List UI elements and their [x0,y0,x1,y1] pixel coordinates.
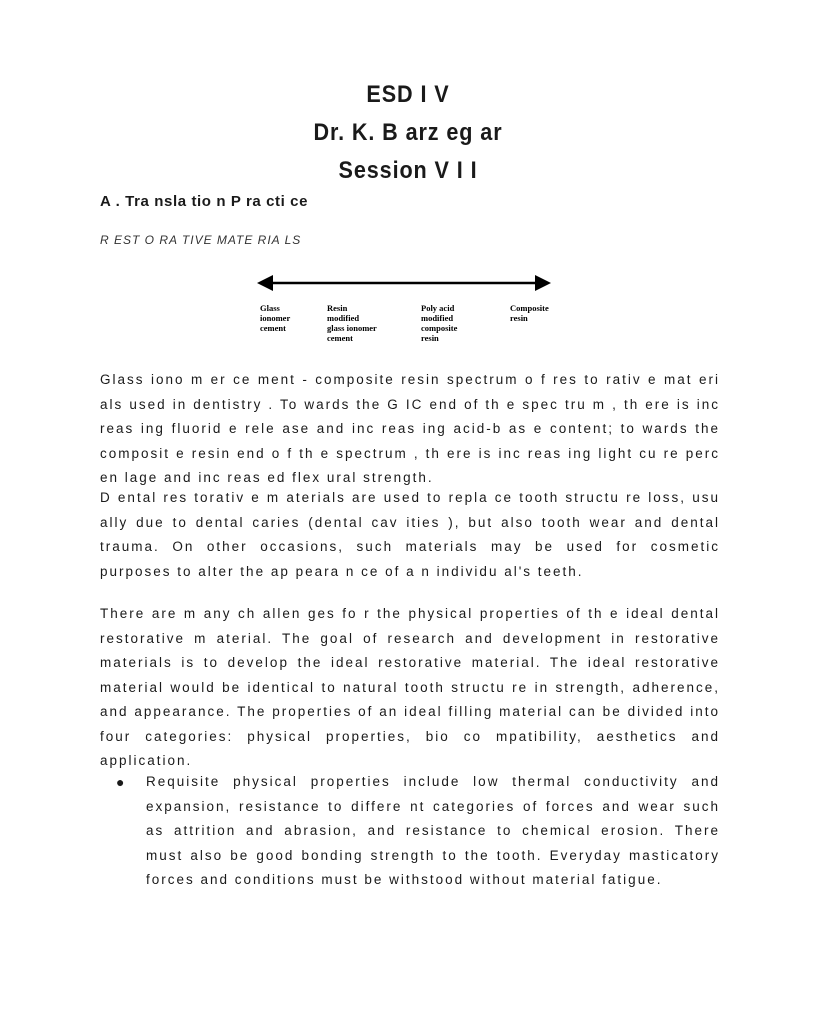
spectrum-arrow-left-head [257,275,273,291]
paragraph-2: D ental res torativ e m aterials are used to repla ce tooth structu re loss, usu ally due to dental caries (dental cav ities ), but also tooth wear and dental trauma. On other occasions, such materials may be used for cosmetic purposes to alter the ap peara n ce of a n individu al's teeth. [100,490,720,579]
paragraph-3: There are m any ch allen ges fo r the physical properties of th e ideal dental restorative m aterial. The goal of research and development in restorative materials is to develop the ideal restorative material. The ideal restorative material would be identical to natural tooth structu re in strength, adherence, and appearance. The properties of an ideal filling material can be divided into four categories: physical properties, bio co mpatibility, aesthetics and application. [100,606,720,768]
course-title: ESD I V [366,81,450,108]
figure-label: Poly acid modified composite resin [421,303,458,343]
restorative-spectrum-figure [255,270,565,350]
figure-label: Composite resin [510,303,549,323]
figure-label: Resin modified glass ionomer cement [327,303,377,343]
paragraph-1: Glass iono m er ce ment - composite resin spectrum o f res to rativ e mat eri als used in dentistry . To wards the G IC end of th e spec tru m , th ere is inc reas ing fluorid e rele ase and inc reas ing acid-b as e content; to wards the composit e resin end o f th e spectrum , th ere is inc reas ing light cu re perc en lage and inc reas ed flex ural strength. [100,372,720,485]
section-title: A . Tra nsla tio n P ra cti ce [100,193,309,210]
subsection-title: R EST O RA TIVE MATE RIA LS [100,233,302,247]
document-header [0,76,816,190]
session-title: Session V I I [338,157,478,184]
figure-label: Glass ionomer cement [260,303,291,333]
spectrum-arrow-right-head [535,275,551,291]
instructor-name: Dr. K. B arz eg ar [313,119,503,146]
bullet-text: Requisite physical properties include low thermal conductivity and expansion, resistance to differe nt categories of forces and wear such as attrition and abrasion, and resistance to chemical erosion. There must also be good bonding strength to the tooth. Everyday masticatory forces and conditions must be withstood without material fatigue. [146,774,720,887]
bullet-dot-icon: ● [116,774,125,790]
